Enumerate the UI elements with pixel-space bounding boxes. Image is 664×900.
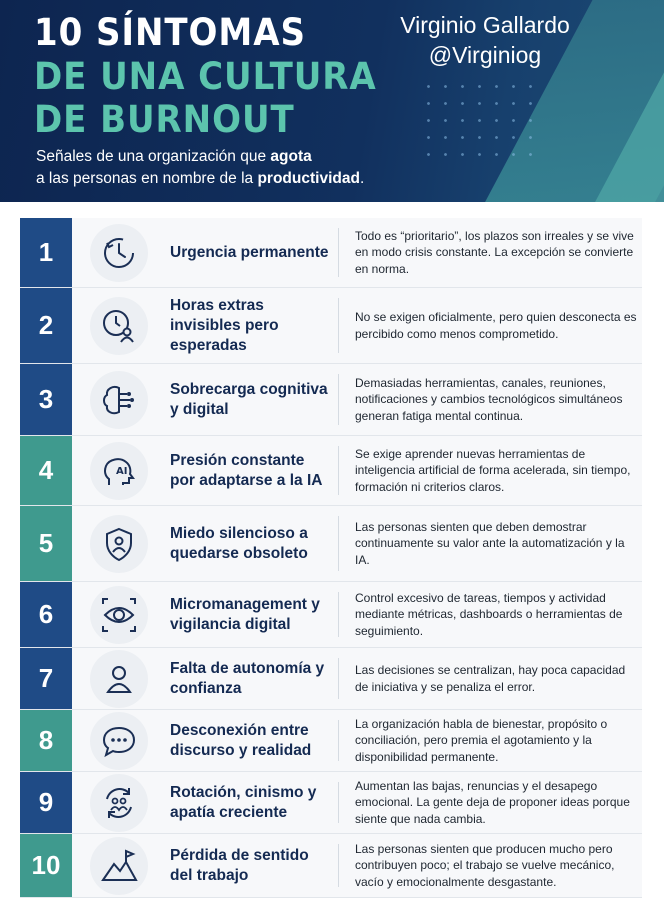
shield-person-icon <box>90 515 148 573</box>
symptom-number: 8 <box>20 710 72 771</box>
brain-circuit-icon <box>90 371 148 429</box>
subtitle <box>36 146 396 190</box>
symptom-description <box>355 506 637 581</box>
symptom-label-text: Rotación, cinismo y apatía creciente <box>170 783 317 821</box>
symptom-row <box>20 288 642 364</box>
symptom-row <box>20 364 642 436</box>
symptom-number: 10 <box>20 834 72 897</box>
column-divider <box>338 782 339 823</box>
symptom-description <box>355 364 637 435</box>
decor-dots <box>420 78 540 158</box>
author-credit <box>370 10 600 70</box>
symptom-description <box>355 648 637 709</box>
clock-icon <box>90 224 148 282</box>
symptom-label <box>170 436 330 505</box>
symptom-label-text: Pérdida de sentido del trabajo <box>170 846 309 884</box>
symptom-row <box>20 218 642 288</box>
column-divider <box>338 592 339 637</box>
clock-person-icon <box>90 297 148 355</box>
title-line-1: 10 SÍNTOMAS <box>34 11 306 54</box>
symptom-label <box>170 834 330 897</box>
symptom-row <box>20 436 642 506</box>
symptom-description <box>355 710 637 771</box>
symptom-description-text: No se exigen oficialmente, pero quien desconecta es percibido como menos comprometido. <box>355 310 637 341</box>
symptom-description <box>355 436 637 505</box>
symptom-label-text: Horas extras invisibles pero esperadas <box>170 296 279 354</box>
symptom-label-text: Presión constante por adaptarse a la IA <box>170 451 323 489</box>
symptom-description-text: Demasiadas herramientas, canales, reuniones, notificaciones y cambios tecnológicos simultáneos generan fatiga mental continua. <box>355 375 623 423</box>
symptom-description <box>355 834 637 897</box>
symptom-label <box>170 288 330 363</box>
symptom-description-text: La organización habla de bienestar, propósito o conciliación, pero premia el agotamiento y la disponibilidad permanente. <box>355 716 608 764</box>
symptom-row <box>20 506 642 582</box>
column-divider <box>338 228 339 277</box>
subtitle-text: . <box>359 170 365 187</box>
symptom-row <box>20 710 642 772</box>
symptom-description-text: Se exige aprender nuevas herramientas de inteligencia artificial de forma acelerada, sin tiempo, formación ni criterios claros. <box>355 446 631 494</box>
symptom-number: 9 <box>20 772 72 833</box>
author-handle: @Virginiog <box>428 42 542 68</box>
symptom-number: 4 <box>20 436 72 505</box>
column-divider <box>338 658 339 699</box>
symptom-row <box>20 772 642 834</box>
author-name: Virginio Gallardo <box>400 12 570 38</box>
mountain-flag-icon <box>90 837 148 895</box>
symptom-description-text: Las decisiones se centralizan, hay poca capacidad de iniciativa y se penaliza el error. <box>355 663 626 694</box>
eye-icon <box>90 586 148 644</box>
column-divider <box>338 720 339 761</box>
title-line-3: DE BURNOUT <box>34 98 295 141</box>
symptom-label <box>170 218 330 287</box>
symptom-label-text: Urgencia permanente <box>170 243 329 261</box>
subtitle-emphasis: productividad <box>257 170 360 187</box>
column-divider <box>338 298 339 353</box>
symptom-list <box>20 218 642 898</box>
speech-bubble-icon <box>90 712 148 770</box>
ai-head-icon <box>90 442 148 500</box>
person-icon <box>90 650 148 708</box>
symptom-label <box>170 710 330 771</box>
symptom-label <box>170 772 330 833</box>
symptom-description <box>355 218 637 287</box>
symptom-number: 6 <box>20 582 72 647</box>
symptom-label-text: Sobrecarga cognitiva y digital <box>170 380 328 418</box>
symptom-number: 7 <box>20 648 72 709</box>
symptom-description-text: Las personas sienten que producen mucho pero contribuyen poco; el trabajo se vuelve mecánico, vacío y emocionalmente desgastante. <box>355 841 615 889</box>
column-divider <box>338 374 339 425</box>
symptom-description-text: Todo es “prioritario”, los plazos son irreales y se vive en modo crisis constante. La excepción se convierte en norma. <box>355 228 634 276</box>
symptom-number: 3 <box>20 364 72 435</box>
column-divider <box>338 844 339 887</box>
symptom-label-text: Miedo silencioso a quedarse obsoleto <box>170 524 308 562</box>
subtitle-text: a las personas en nombre de la <box>36 170 258 187</box>
symptom-description <box>355 772 637 833</box>
symptom-label <box>170 648 330 709</box>
svg-text:AI: AI <box>116 465 128 477</box>
symptom-number: 5 <box>20 506 72 581</box>
symptom-label <box>170 506 330 581</box>
symptom-description-text: Aumentan las bajas, renuncias y el desapego emocional. La gente deja de proponer ideas porque siente que nada cambia. <box>355 778 630 826</box>
header-banner <box>0 0 664 202</box>
symptom-label <box>170 364 330 435</box>
symptom-number: 1 <box>20 218 72 287</box>
column-divider <box>338 446 339 495</box>
symptom-number: 2 <box>20 288 72 363</box>
symptom-row <box>20 834 642 898</box>
subtitle-emphasis: agota <box>270 148 312 165</box>
symptom-description-text: Control excesivo de tareas, tiempos y actividad mediante métricas, dashboards o herramientas de seguimiento. <box>355 590 623 638</box>
symptom-row <box>20 582 642 648</box>
subtitle-text: Señales de una organización que <box>36 148 271 165</box>
symptom-row <box>20 648 642 710</box>
symptom-description <box>355 582 637 647</box>
column-divider <box>338 516 339 571</box>
title-line-2: DE UNA CULTURA <box>34 55 377 98</box>
rotation-people-icon <box>90 774 148 832</box>
symptom-description <box>355 288 637 363</box>
symptom-label-text: Falta de autonomía y confianza <box>170 659 325 697</box>
symptom-description-text: Las personas sienten que deben demostrar continuamente su valor ante la automatización y la IA. <box>355 519 625 567</box>
symptom-label <box>170 582 330 647</box>
symptom-label-text: Desconexión entre discurso y realidad <box>170 721 312 759</box>
symptom-label-text: Micromanagement y vigilancia digital <box>170 595 320 633</box>
